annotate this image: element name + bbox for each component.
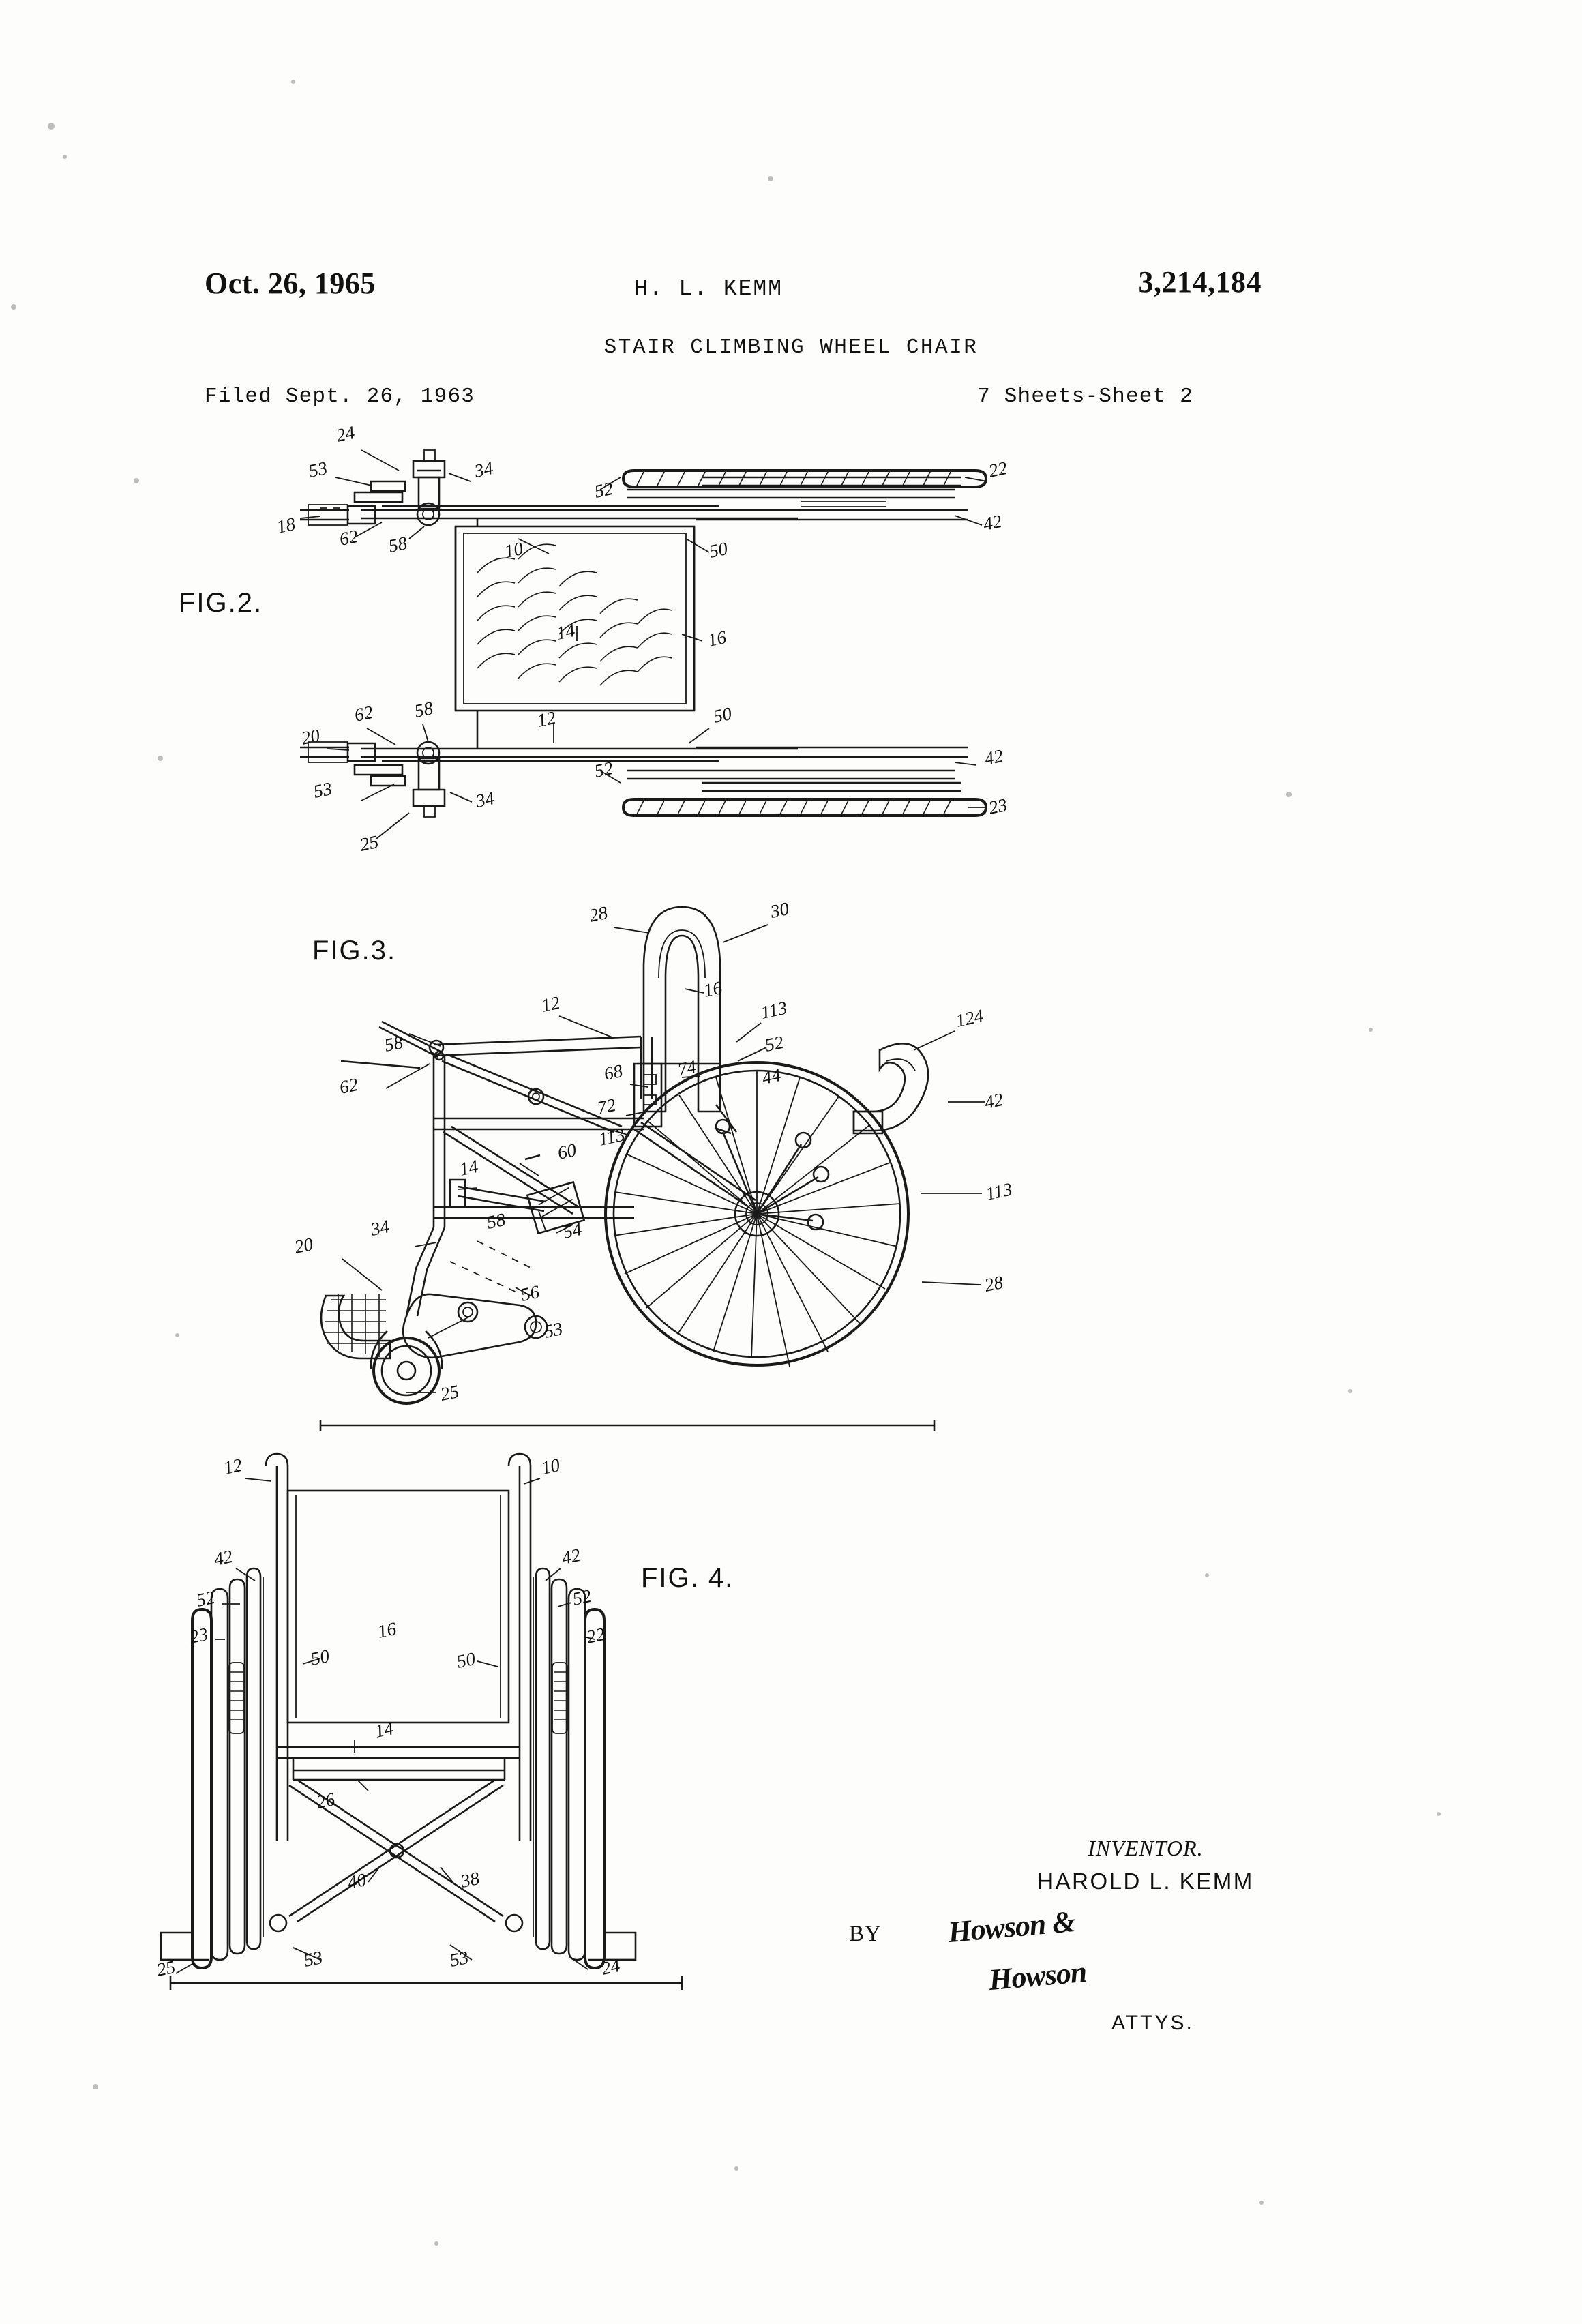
svg-text:12: 12 [535, 706, 558, 731]
figure-2-drawing [275, 422, 1009, 855]
paper-speckles [11, 80, 1441, 2246]
svg-text:30: 30 [768, 897, 791, 922]
svg-text:12: 12 [222, 1454, 244, 1478]
patent-inventor-initials: H. L. KEMM [634, 276, 783, 301]
svg-text:50: 50 [707, 537, 730, 562]
figure-3-drawing [293, 898, 1014, 1431]
svg-text:74: 74 [676, 1056, 698, 1080]
patent-date: Oct. 26, 1965 [205, 267, 376, 300]
svg-text:53: 53 [307, 457, 329, 481]
svg-text:26: 26 [314, 1788, 337, 1813]
svg-text:42: 42 [981, 510, 1004, 535]
svg-text:22: 22 [584, 1623, 607, 1648]
svg-text:23: 23 [987, 794, 1009, 818]
svg-text:14: 14 [458, 1155, 480, 1180]
svg-text:42: 42 [560, 1544, 582, 1568]
svg-text:42: 42 [983, 745, 1005, 769]
svg-text:52: 52 [593, 477, 615, 502]
svg-text:24: 24 [334, 421, 357, 446]
figure-3-label: FIG.3. [312, 936, 397, 966]
attorney-signature-line-2: Howson [987, 1954, 1088, 1997]
svg-text:62: 62 [353, 701, 375, 726]
svg-text:34: 34 [473, 457, 495, 481]
svg-text:14: 14 [554, 619, 577, 644]
svg-text:16: 16 [376, 1618, 398, 1642]
svg-text:52: 52 [593, 757, 615, 781]
svg-text:18: 18 [275, 513, 297, 537]
svg-text:34: 34 [369, 1215, 391, 1240]
by-label: BY [849, 1922, 882, 1946]
svg-text:25: 25 [155, 1956, 177, 1980]
svg-text:24: 24 [599, 1954, 622, 1979]
svg-text:25: 25 [358, 831, 380, 855]
svg-text:58: 58 [485, 1208, 507, 1233]
inventor-name: HAROLD L. KEMM [1037, 1868, 1254, 1894]
svg-text:56: 56 [519, 1281, 541, 1305]
svg-text:50: 50 [711, 702, 734, 727]
patent-sheet-count: 7 Sheets-Sheet 2 [977, 385, 1193, 408]
svg-text:28: 28 [587, 902, 610, 926]
svg-text:72: 72 [595, 1094, 618, 1118]
svg-text:50: 50 [309, 1645, 331, 1669]
svg-text:16: 16 [706, 626, 728, 651]
svg-text:60: 60 [556, 1139, 578, 1163]
svg-text:52: 52 [194, 1586, 217, 1611]
svg-text:22: 22 [987, 457, 1009, 481]
svg-text:53: 53 [302, 1946, 325, 1971]
svg-text:53: 53 [312, 777, 334, 802]
svg-text:38: 38 [459, 1867, 481, 1892]
svg-text:124: 124 [954, 1005, 985, 1031]
svg-text:53: 53 [448, 1946, 471, 1971]
svg-text:53: 53 [542, 1317, 565, 1342]
svg-text:28: 28 [983, 1271, 1005, 1296]
inventor-heading: INVENTOR. [1088, 1836, 1204, 1860]
svg-text:44: 44 [760, 1064, 783, 1088]
svg-text:12: 12 [539, 992, 562, 1016]
svg-text:20: 20 [293, 1233, 315, 1257]
patent-number: 3,214,184 [1138, 265, 1262, 299]
patent-title: STAIR CLIMBING WHEEL CHAIR [603, 336, 979, 359]
figure-4-label: FIG. 4. [641, 1563, 734, 1593]
patent-filed-date: Filed Sept. 26, 1963 [205, 385, 475, 408]
svg-text:113: 113 [759, 997, 789, 1023]
svg-text:40: 40 [346, 1868, 368, 1893]
svg-text:34: 34 [474, 787, 496, 811]
svg-text:54: 54 [561, 1218, 584, 1242]
svg-text:42: 42 [983, 1088, 1005, 1113]
svg-text:58: 58 [413, 697, 435, 721]
svg-text:52: 52 [571, 1585, 593, 1609]
svg-text:113: 113 [984, 1178, 1014, 1204]
svg-text:62: 62 [338, 1073, 360, 1098]
attorneys-label: ATTYS. [1111, 2012, 1194, 2034]
svg-text:10: 10 [539, 1454, 562, 1478]
svg-text:52: 52 [763, 1031, 786, 1056]
svg-text:20: 20 [299, 724, 322, 749]
figure-4-drawing [155, 1454, 682, 1990]
svg-text:10: 10 [503, 537, 525, 562]
svg-text:16: 16 [702, 977, 724, 1001]
figure-2-label: FIG.2. [179, 588, 263, 618]
attorney-signature-line-1: Howson & [946, 1904, 1077, 1950]
svg-text:62: 62 [338, 525, 360, 550]
svg-text:23: 23 [188, 1623, 210, 1648]
svg-text:42: 42 [212, 1545, 235, 1570]
svg-text:14: 14 [373, 1717, 395, 1742]
svg-text:50: 50 [455, 1648, 477, 1672]
svg-text:25: 25 [438, 1380, 461, 1405]
svg-text:68: 68 [602, 1060, 625, 1084]
svg-text:58: 58 [387, 532, 409, 556]
svg-text:58: 58 [383, 1031, 405, 1056]
svg-text:113: 113 [597, 1124, 627, 1150]
